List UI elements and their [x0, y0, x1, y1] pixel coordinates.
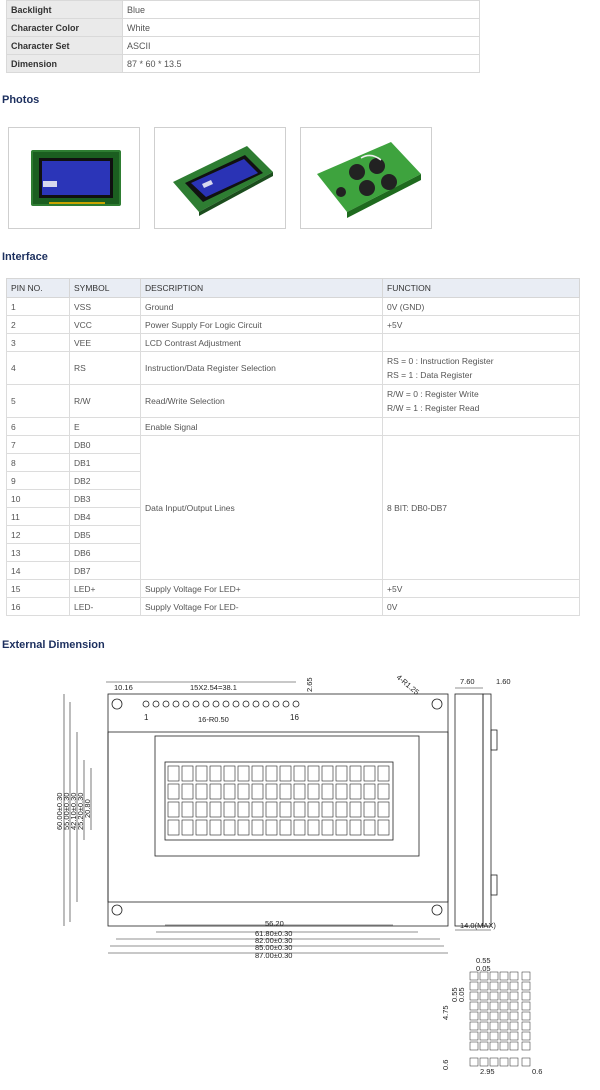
- table-row: [7, 298, 580, 316]
- function-line: RS = 0 : Instruction Register: [387, 356, 494, 366]
- character-cell: [280, 766, 291, 781]
- dot-cell: [490, 992, 498, 1000]
- character-cell: [196, 802, 207, 817]
- pin-symbol: DB7: [70, 562, 141, 580]
- dot-cell: [480, 992, 488, 1000]
- character-cell: [252, 784, 263, 799]
- dim-corner-radius: 4-R1.25: [394, 672, 421, 697]
- pin-symbol: DB6: [70, 544, 141, 562]
- spec-row: [7, 19, 480, 37]
- dim-right-gap: 0.6: [532, 1067, 543, 1076]
- viewing-area: [155, 736, 419, 856]
- character-cell: [280, 802, 291, 817]
- dim-width-holes: 85.00±0.30: [255, 943, 293, 952]
- spec-label: Character Color: [7, 19, 123, 37]
- pin-number: 14: [7, 562, 70, 580]
- dot-cell: [510, 1022, 518, 1030]
- dot-cell: [500, 1022, 508, 1030]
- table-row: [7, 598, 580, 616]
- dot-cell: [490, 1032, 498, 1040]
- pin-hole: [173, 701, 179, 707]
- character-cell: [364, 802, 375, 817]
- character-cell: [182, 802, 193, 817]
- character-cell: [238, 820, 249, 835]
- outer-frame: [108, 694, 448, 926]
- character-cell: [266, 784, 277, 799]
- function-line: 0V (GND): [387, 301, 425, 312]
- pin-hole: [193, 701, 199, 707]
- dot-cell: [500, 1012, 508, 1020]
- pin-description: Instruction/Data Register Selection: [141, 352, 383, 385]
- character-cell: [336, 802, 347, 817]
- dot-cell: [500, 972, 508, 980]
- character-cell: [364, 820, 375, 835]
- character-cell: [336, 784, 347, 799]
- dim-char-width: 2.95: [480, 1067, 495, 1076]
- dot-cell: [522, 1022, 530, 1030]
- function-line: +5V: [387, 583, 403, 594]
- dimension-drawing: [50, 660, 550, 1085]
- character-cell: [322, 784, 333, 799]
- dot-cell: [480, 1058, 488, 1066]
- character-cell: [210, 784, 221, 799]
- pin-hole: [243, 701, 249, 707]
- dim-width-active: 61.80±0.30: [255, 929, 293, 938]
- pin-symbol: VSS: [70, 298, 141, 316]
- pin-description: Supply Voltage For LED+: [141, 580, 383, 598]
- dot-cell: [470, 1002, 478, 1010]
- dot-cell: [522, 972, 530, 980]
- character-cell: [280, 784, 291, 799]
- dim-side-thickness: 7.60: [460, 677, 475, 686]
- dim-width-view: 82.00±0.30: [255, 936, 293, 945]
- dot-cell: [490, 1022, 498, 1030]
- character-cell: [196, 820, 207, 835]
- bezel-frame: [108, 732, 448, 902]
- character-cell: [168, 784, 179, 799]
- character-cell: [336, 820, 347, 835]
- pin-hole: [223, 701, 229, 707]
- character-cell: [308, 802, 319, 817]
- dot-cell: [470, 972, 478, 980]
- character-cell: [378, 802, 389, 817]
- table-row: [7, 334, 580, 352]
- pin-function: [383, 316, 580, 334]
- dim-dot-pitch: 0.55: [476, 956, 491, 965]
- pin-number: 10: [7, 490, 70, 508]
- pin-hole: [213, 701, 219, 707]
- spec-row: [7, 55, 480, 73]
- dot-cell: [510, 1002, 518, 1010]
- pin-number: 1: [7, 298, 70, 316]
- pin-hole: [143, 701, 149, 707]
- dot-cell: [510, 972, 518, 980]
- character-cell: [350, 820, 361, 835]
- character-cell: [322, 820, 333, 835]
- dot-cell: [470, 992, 478, 1000]
- character-cell: [350, 802, 361, 817]
- table-row: [7, 316, 580, 334]
- spec-value: White: [123, 19, 480, 37]
- character-cell: [336, 766, 347, 781]
- character-cell: [294, 766, 305, 781]
- dot-cell: [480, 982, 488, 990]
- dot-cell: [522, 982, 530, 990]
- character-cell: [294, 784, 305, 799]
- character-cell: [182, 766, 193, 781]
- function-line: 8 BIT: DB0-DB7: [387, 502, 447, 513]
- character-cell: [308, 784, 319, 799]
- dot-cell: [522, 1032, 530, 1040]
- pin-first-label: 1: [144, 713, 149, 722]
- pin-symbol: RS: [70, 352, 141, 385]
- pin-function: [383, 580, 580, 598]
- pin-number: 7: [7, 436, 70, 454]
- spec-row: [7, 1, 480, 19]
- pin-function: [383, 418, 580, 436]
- character-cell: [266, 820, 277, 835]
- pin-last-label: 16: [290, 713, 299, 722]
- dim-pitch-left: 10.16: [114, 683, 133, 692]
- character-cell: [168, 820, 179, 835]
- pin-hole: [163, 701, 169, 707]
- dot-cell: [510, 1032, 518, 1040]
- photos-heading: Photos: [2, 94, 40, 106]
- function-line: +5V: [387, 319, 403, 330]
- dot-cell: [500, 1002, 508, 1010]
- dim-dot-height-2: 0.05: [457, 987, 466, 1002]
- pin-number: 6: [7, 418, 70, 436]
- pin-number: 15: [7, 580, 70, 598]
- function-line: 0V: [387, 601, 398, 612]
- character-cell: [364, 784, 375, 799]
- dot-cell: [470, 1012, 478, 1020]
- dot-cell: [490, 1042, 498, 1050]
- dot-cell: [510, 1058, 518, 1066]
- pin-function: [383, 334, 580, 352]
- column-header: DESCRIPTION: [141, 279, 383, 298]
- pin-hole: [233, 701, 239, 707]
- pin-function: [383, 436, 580, 580]
- function-line: R/W = 0 : Register Write: [387, 389, 479, 399]
- pin-hole: [273, 701, 279, 707]
- character-cell: [252, 802, 263, 817]
- character-cell: [196, 766, 207, 781]
- dot-cell: [470, 982, 478, 990]
- function-line: R/W = 1 : Register Read: [387, 403, 480, 413]
- pin-number: 4: [7, 352, 70, 385]
- dim-pad-height: 2.65: [305, 677, 314, 692]
- table-row: [7, 436, 580, 454]
- active-area: [165, 762, 393, 840]
- dot-cell: [510, 992, 518, 1000]
- dot-cell: [500, 1042, 508, 1050]
- dot-cell: [480, 1032, 488, 1040]
- character-cell: [378, 784, 389, 799]
- character-cell: [294, 820, 305, 835]
- spec-row: [7, 37, 480, 55]
- dot-cell: [490, 972, 498, 980]
- dot-cell: [490, 1058, 498, 1066]
- dot-cell: [480, 1042, 488, 1050]
- character-cell: [350, 784, 361, 799]
- pin-number: 9: [7, 472, 70, 490]
- spec-value: ASCII: [123, 37, 480, 55]
- pin-symbol: VCC: [70, 316, 141, 334]
- pin-number: 5: [7, 385, 70, 418]
- dim-width-outer: 87.00±0.30: [255, 951, 293, 960]
- pin-number: 2: [7, 316, 70, 334]
- character-cell: [378, 766, 389, 781]
- spec-value: 87 * 60 * 13.5: [123, 55, 480, 73]
- interface-heading: Interface: [2, 251, 48, 263]
- dim-height-chars: 20.80: [83, 799, 92, 818]
- photo-back[interactable]: [300, 127, 432, 229]
- dim-height-view: 42.10±0.30: [69, 792, 78, 830]
- dot-cell: [470, 1058, 478, 1066]
- dot-cell: [500, 992, 508, 1000]
- character-cell: [252, 766, 263, 781]
- pin-hole: [283, 701, 289, 707]
- dot-cell: [490, 1012, 498, 1020]
- pin-symbol: DB2: [70, 472, 141, 490]
- dot-cell: [490, 982, 498, 990]
- dim-height-active: 25.20±0.30: [76, 792, 85, 830]
- dot-cell: [510, 1012, 518, 1020]
- function-line: RS = 1 : Data Register: [387, 370, 473, 380]
- pin-description: Power Supply For Logic Circuit: [141, 316, 383, 334]
- dot-cell: [510, 982, 518, 990]
- character-cell: [210, 802, 221, 817]
- pin-symbol: DB4: [70, 508, 141, 526]
- dim-char-height: 4.75: [441, 1005, 450, 1020]
- dim-height-bezel: 55.00±0.30: [62, 792, 71, 830]
- pin-description: LCD Contrast Adjustment: [141, 334, 383, 352]
- dim-side-pin: 1.60: [496, 677, 511, 686]
- column-header: SYMBOL: [70, 279, 141, 298]
- dot-cell: [480, 1002, 488, 1010]
- character-cell: [378, 820, 389, 835]
- dim-bottom-gap: 0.6: [441, 1059, 450, 1070]
- character-cell: [224, 802, 235, 817]
- pin-number: 8: [7, 454, 70, 472]
- character-cell: [238, 802, 249, 817]
- pin-hole: [153, 701, 159, 707]
- dot-cell: [480, 1022, 488, 1030]
- dot-cell: [510, 1042, 518, 1050]
- pin-function: [383, 352, 580, 385]
- pin-symbol: DB0: [70, 436, 141, 454]
- pin-symbol: LED+: [70, 580, 141, 598]
- dim-pin-hole: 16-R0.50: [198, 715, 229, 724]
- dot-cell: [500, 982, 508, 990]
- dot-cell: [490, 1002, 498, 1010]
- pin-symbol: DB5: [70, 526, 141, 544]
- character-cell: [364, 766, 375, 781]
- dim-pin-pitch: 15X2.54=38.1: [190, 683, 237, 692]
- dot-cell: [522, 992, 530, 1000]
- character-cell: [182, 784, 193, 799]
- character-cell: [294, 802, 305, 817]
- character-cell: [266, 802, 277, 817]
- pin-hole: [183, 701, 189, 707]
- pin-hole: [263, 701, 269, 707]
- pin-description: Data Input/Output Lines: [141, 436, 383, 580]
- spec-label: Character Set: [7, 37, 123, 55]
- dim-width-chars: 56.20: [265, 919, 284, 928]
- spec-label: Dimension: [7, 55, 123, 73]
- character-cell: [224, 820, 235, 835]
- dim-max-depth: 14.0(MAX): [460, 921, 496, 930]
- character-cell: [308, 766, 319, 781]
- pin-number: 13: [7, 544, 70, 562]
- character-cell: [252, 820, 263, 835]
- pin-description: Read/Write Selection: [141, 385, 383, 418]
- photo-angled[interactable]: [154, 127, 286, 229]
- external-dimension-heading: External Dimension: [2, 639, 105, 651]
- character-cell: [308, 820, 319, 835]
- pin-symbol: DB3: [70, 490, 141, 508]
- pin-number: 11: [7, 508, 70, 526]
- pin-number: 12: [7, 526, 70, 544]
- column-header: PIN NO.: [7, 279, 70, 298]
- pin-hole: [203, 701, 209, 707]
- dim-height-outer: 60.00±0.30: [55, 792, 64, 830]
- dim-dot-gap: 0.05: [476, 964, 491, 973]
- pin-description: Supply Voltage For LED-: [141, 598, 383, 616]
- table-row: [7, 352, 580, 385]
- character-cell: [280, 820, 291, 835]
- pin-hole: [253, 701, 259, 707]
- specifications-table: [6, 0, 480, 73]
- pin-description: Enable Signal: [141, 418, 383, 436]
- pin-symbol: R/W: [70, 385, 141, 418]
- character-cell: [224, 784, 235, 799]
- character-cell: [322, 802, 333, 817]
- table-row: [7, 385, 580, 418]
- character-cell: [238, 784, 249, 799]
- character-cell: [322, 766, 333, 781]
- interface-table: [6, 278, 580, 616]
- dot-cell: [522, 1002, 530, 1010]
- pin-hole: [293, 701, 299, 707]
- dot-cell: [522, 1042, 530, 1050]
- dot-cell: [480, 972, 488, 980]
- photo-front[interactable]: [8, 127, 140, 229]
- dot-cell: [470, 1022, 478, 1030]
- dim-dot-height-1: 0.55: [450, 987, 459, 1002]
- character-cell: [350, 766, 361, 781]
- character-cell: [168, 802, 179, 817]
- dot-cell: [522, 1058, 530, 1066]
- dot-cell: [470, 1042, 478, 1050]
- dot-cell: [522, 1012, 530, 1020]
- table-row: [7, 580, 580, 598]
- spec-value: Blue: [123, 1, 480, 19]
- character-cell: [210, 820, 221, 835]
- spec-label: Backlight: [7, 1, 123, 19]
- dot-cell: [500, 1058, 508, 1066]
- dot-cell: [470, 1032, 478, 1040]
- character-cell: [224, 766, 235, 781]
- pin-function: [383, 385, 580, 418]
- dot-cell: [480, 1012, 488, 1020]
- pin-symbol: VEE: [70, 334, 141, 352]
- character-cell: [210, 766, 221, 781]
- character-cell: [182, 820, 193, 835]
- column-header: FUNCTION: [383, 279, 580, 298]
- character-cell: [196, 784, 207, 799]
- pin-symbol: LED-: [70, 598, 141, 616]
- character-cell: [168, 766, 179, 781]
- character-cell: [238, 766, 249, 781]
- pin-symbol: DB1: [70, 454, 141, 472]
- character-cell: [266, 766, 277, 781]
- pin-function: [383, 298, 580, 316]
- pin-function: [383, 598, 580, 616]
- pin-description: Ground: [141, 298, 383, 316]
- table-row: [7, 418, 580, 436]
- pin-symbol: E: [70, 418, 141, 436]
- pin-number: 3: [7, 334, 70, 352]
- dot-cell: [500, 1032, 508, 1040]
- pin-number: 16: [7, 598, 70, 616]
